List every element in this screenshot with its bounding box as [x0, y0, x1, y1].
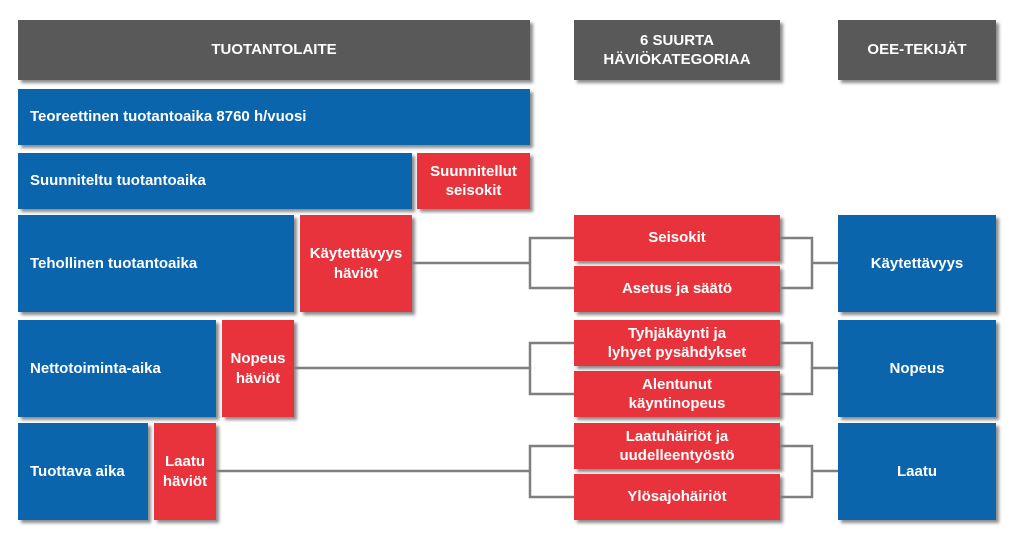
time-level-label: Teoreettinen tuotantoaika 8760 h/vuosi — [30, 108, 307, 126]
loss-label: Käytettävyys häviöt — [309, 245, 403, 282]
big-loss-label: Laatuhäiriöt ja uudelleentyöstö — [619, 427, 735, 464]
header-big-losses-label: 6 SUURTA HÄVIÖKATEGORIAA — [603, 31, 751, 68]
oee-label: Käytettävyys — [870, 254, 964, 272]
loss-label: Suunnitellut seisokit — [430, 162, 517, 199]
time-level-label: Suunniteltu tuotantoaika — [30, 172, 206, 190]
big-loss-label: Seisokit — [648, 229, 706, 247]
connector-quality-bracket-left — [530, 446, 574, 497]
loss-label: Laatu häviöt — [162, 453, 208, 490]
time-level-label: Tehollinen tuotantoaika — [30, 254, 198, 272]
oee-label: Nopeus — [889, 359, 945, 377]
connector-speed-bracket-left — [530, 343, 574, 394]
time-level-label: Tuottava aika — [30, 462, 125, 480]
header-oee-label: OEE-TEKIJÄT — [867, 41, 967, 59]
big-loss-label: Ylösajohäiriöt — [627, 488, 727, 506]
connector-speed-bracket-right — [780, 343, 812, 394]
loss-label: Nopeus häviöt — [230, 350, 286, 387]
big-loss-label: Tyhjäkäynti ja lyhyet pysähdykset — [607, 324, 747, 361]
oee-label: Laatu — [896, 462, 937, 480]
header-equipment-label: TUOTANTOLAITE — [211, 41, 337, 59]
time-level-label: Nettotoiminta-aika — [30, 359, 161, 377]
big-loss-label: Alentunut käyntinopeus — [628, 375, 726, 412]
connector-availability-bracket-right — [780, 238, 812, 288]
connector-quality-bracket-right — [780, 446, 812, 497]
big-loss-label: Asetus ja säätö — [621, 280, 733, 298]
connector-availability-bracket-left — [530, 238, 574, 288]
